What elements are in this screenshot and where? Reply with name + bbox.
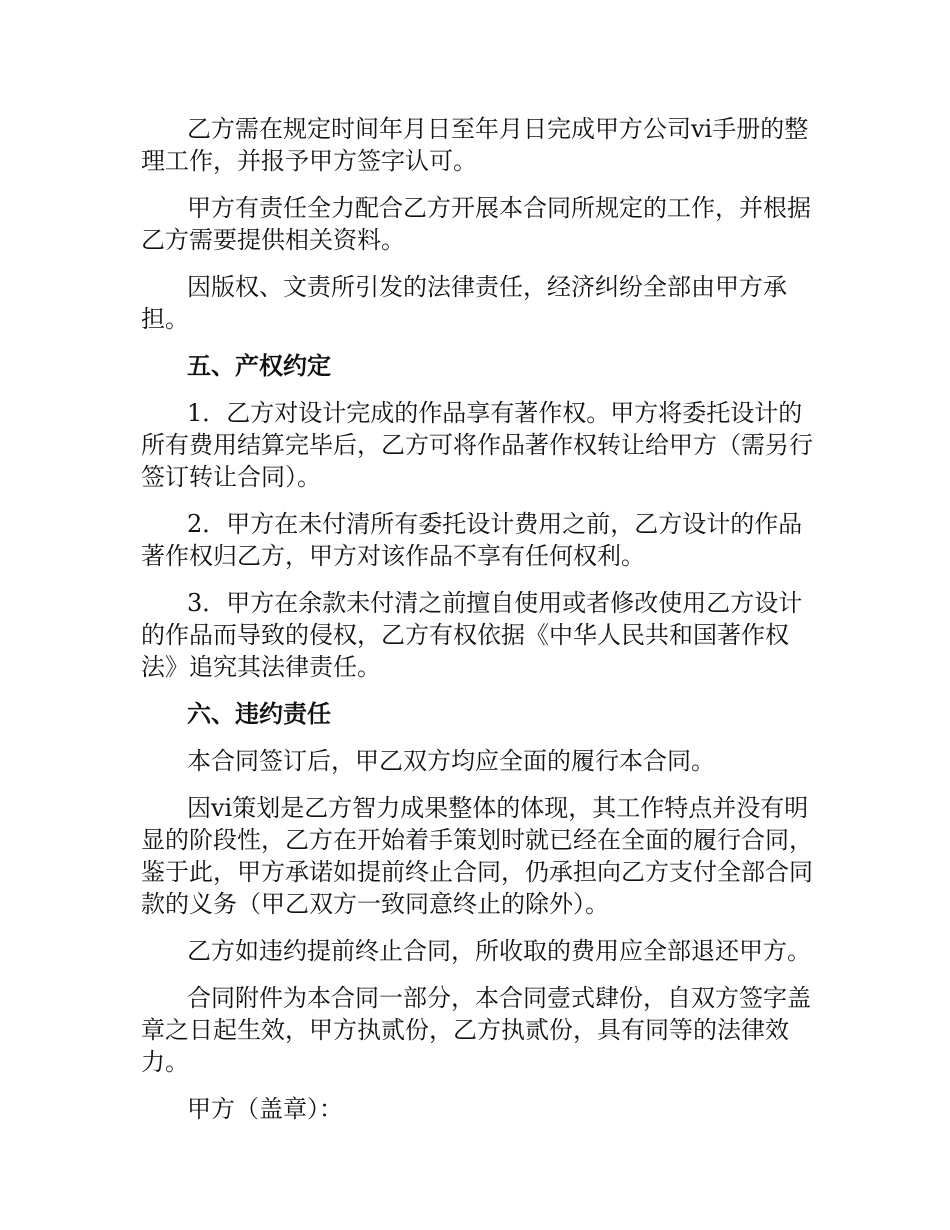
paragraph-cooperation: 甲方有责任全力配合乙方开展本合同所规定的工作，并根据乙方需要提供相关资料。 xyxy=(141,194,811,254)
clause-copyright-3: 3．甲方在余款未付清之前擅自使用或者修改使用乙方设计的作品而导致的侵权，乙方有权依据《中华人民共和国著作权法》追究其法律责任。 xyxy=(141,589,803,681)
paragraph-termination-by-provider: 乙方如违约提前终止合同，所收取的费用应全部退还甲方。 xyxy=(187,937,811,965)
document-body xyxy=(141,113,813,1140)
clause-copyright-2: 2．甲方在未付清所有委托设计费用之前，乙方设计的作品著作权归乙方，甲方对该作品不享有任何权利。 xyxy=(141,510,803,570)
section-heading-property-rights: 五、产权约定 xyxy=(187,352,331,380)
paragraph-performance: 本合同签订后，甲乙双方均应全面的履行本合同。 xyxy=(187,747,715,775)
paragraph-effectiveness: 合同附件为本合同一部分，本合同壹式肆份，自双方签字盖章之日起生效，甲方执贰份，乙方执贰份，具有同等的法律效力。 xyxy=(141,984,811,1076)
signature-line-party-a: 甲方（盖章）： xyxy=(187,1095,343,1123)
paragraph-termination-by-client: 因vi策划是乙方智力成果整体的体现，其工作特点并没有明显的阶段性，乙方在开始着手策划时就已经在全面的履行合同，鉴于此，甲方承诺如提前终止合同，仍承担向乙方支付全部合同款的义务（甲乙双方一致同意终止的除外）。 xyxy=(141,794,813,918)
paragraph-completion-deadline: 乙方需在规定时间年月日至年月日完成甲方公司vi手册的整理工作，并报予甲方签字认可。 xyxy=(141,115,809,175)
paragraph-liability: 因版权、文责所引发的法律责任，经济纠纷全部由甲方承担。 xyxy=(141,273,787,333)
clause-copyright-1: 1．乙方对设计完成的作品享有著作权。甲方将委托设计的所有费用结算完毕后，乙方可将作品著作权转让给甲方（需另行签订转让合同）。 xyxy=(141,399,813,491)
section-heading-breach: 六、违约责任 xyxy=(187,700,331,728)
